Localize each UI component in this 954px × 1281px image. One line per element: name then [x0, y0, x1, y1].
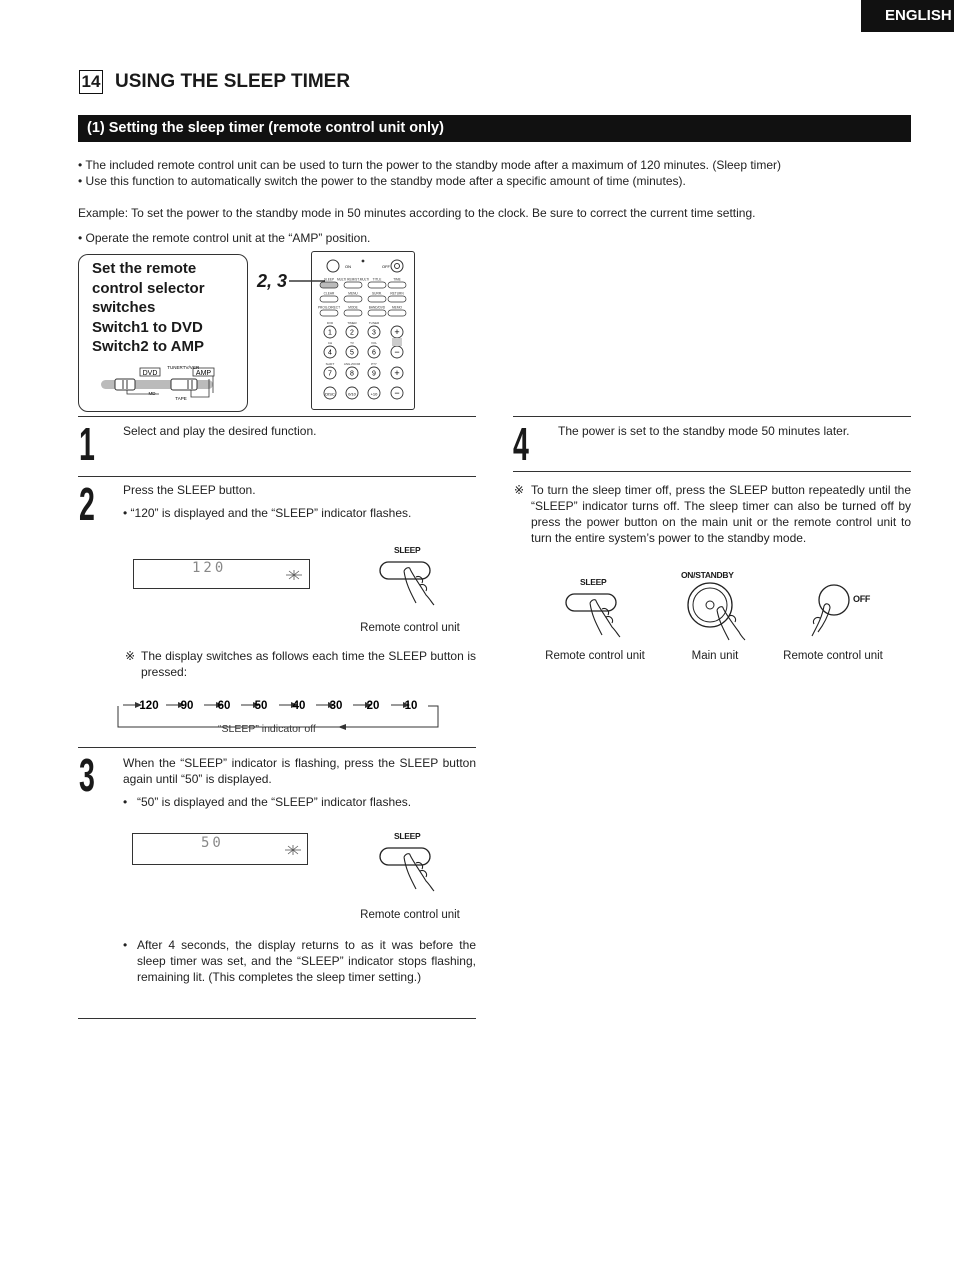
remote-key-caption: VOL [370, 341, 378, 345]
divider [78, 747, 476, 748]
sequence-value: 20 [366, 700, 380, 712]
remote-off-label: OFF [382, 264, 390, 269]
step-number: 4 [513, 418, 529, 470]
remote-key-label: 5 [350, 349, 354, 357]
remote-key-caption: CH [327, 341, 333, 345]
remote-button [388, 296, 406, 302]
caption-remote: Remote control unit [360, 622, 460, 634]
remote-key-caption: TUNER [368, 321, 380, 325]
remote-rocker-symbol: + [394, 327, 400, 337]
section-number: 14 [79, 70, 103, 94]
step2-note: The display switches as follows each time the SLEEP button is pressed: [141, 649, 476, 679]
caption-remote: Remote control unit [783, 650, 883, 662]
selector-line: switches [92, 299, 156, 316]
sleep-button-label: SLEEP [580, 577, 607, 587]
selector-line: Set the remote [92, 260, 197, 277]
caption-main-unit: Main unit [691, 650, 739, 662]
selector-line: control selector [92, 279, 205, 297]
remote-callout: 2, 3 [257, 271, 288, 291]
remote-button-label: CLEAR [323, 291, 335, 296]
divider [513, 471, 911, 472]
on-standby-label: ON/STANDBY [681, 570, 734, 580]
remote-button [320, 282, 338, 288]
caption-remote: Remote control unit [360, 909, 460, 921]
step4-text: The power is set to the standby mode 50 minutes later. [558, 424, 850, 438]
remote-key-label: DISC [325, 391, 335, 397]
hand-pressing-icon [376, 843, 442, 893]
off-label: OFF [853, 594, 871, 604]
remote-button [344, 296, 362, 302]
remote-key-label: 2 [350, 329, 354, 337]
selector-line: Switch2 to AMP [92, 338, 204, 355]
remote-button [368, 282, 386, 288]
remote-button-label: RETURN [390, 291, 404, 296]
sequence-value: 40 [292, 700, 306, 712]
display-value: 50 [201, 835, 224, 851]
sleep-button-illustration [376, 831, 442, 891]
step-number: 2 [79, 478, 95, 530]
remote-key-label: +10 [370, 391, 378, 397]
remote-button [344, 282, 362, 288]
remote-control-illustration [311, 251, 415, 410]
divider [78, 1018, 476, 1019]
divider [78, 476, 476, 477]
remote-rocker-symbol: − [394, 388, 400, 398]
hand-pressing-icon [376, 557, 442, 607]
remote-button [388, 282, 406, 288]
remote-key-caption: TV [350, 341, 354, 345]
remote-button-label: MEMO [392, 305, 402, 310]
display-panel [132, 833, 308, 865]
divider [78, 416, 476, 417]
note-mark: ※ [125, 649, 136, 663]
sequence-value: 30 [329, 700, 343, 712]
sleep-button-illustration [376, 545, 442, 605]
intro-bullet-1: • The included remote control unit can be used to turn the power to the standby mode after a maximum of 120 minutes. (Sleep timer) [78, 158, 782, 172]
remote-button-label: TITLE [372, 277, 382, 282]
main-unit-power-illustration [679, 568, 755, 648]
sleep-button-label: SLEEP [394, 545, 421, 555]
step2-text: Press the SLEEP button. [123, 483, 256, 497]
remote-key-caption: DVD [326, 321, 334, 325]
remote-button [320, 296, 338, 302]
remote-button [388, 310, 406, 316]
language-tab: ENGLISH [861, 0, 954, 32]
sleep-button-illustration [560, 577, 632, 641]
step3-bullet: “50” is displayed and the “SLEEP” indicator flashes. [137, 795, 412, 809]
remote-power-off-illustration [796, 578, 876, 640]
remote-key-label: 9 [372, 370, 376, 378]
remote-button-label: BAND/DVD [368, 305, 386, 310]
remote-button [320, 310, 338, 316]
remote-key-label: 1 [328, 329, 332, 337]
step2-bullet: • “120” is displayed and the “SLEEP” indicator flashes. [123, 506, 412, 520]
remote-rocker-symbol: − [394, 347, 400, 357]
section-title: USING THE SLEEP TIMER [115, 71, 351, 92]
sequence-value: 60 [217, 700, 231, 712]
operate-text: • Operate the remote control unit at the “AMP” position. [78, 231, 371, 245]
note-mark: ※ [514, 483, 525, 497]
remote-key-caption: TIMER [347, 321, 357, 325]
step4-note: To turn the sleep timer off, press the SLEEP button repeatedly until the “SLEEP” indicator turns off. The sleep timer can also be turned off by press the power button on the main unit or the remote control unit to turn the entire system’s power to the standby mode. [531, 483, 911, 545]
step-number: 1 [79, 418, 95, 470]
remote-rocker-symbol: + [394, 368, 400, 378]
remote-key-label: 6 [372, 349, 376, 357]
remote-button-label: PROG.DIRECT [317, 305, 341, 310]
remote-key-label: 0/10 [348, 391, 356, 397]
remote-button [368, 296, 386, 302]
remote-key-caption: SHIFT [325, 362, 335, 366]
off-button-icon [796, 578, 856, 640]
sequence-value: 120 [139, 700, 159, 712]
switch-tvvcr-label: TV/VCR [182, 365, 200, 370]
remote-key-caption: PTY [371, 362, 377, 366]
remote-button-label: MODE [348, 305, 358, 310]
caption-remote: Remote control unit [545, 650, 645, 662]
remote-button-label: MENU [348, 291, 358, 296]
sequence-value: 10 [404, 700, 418, 712]
remote-key-label: 4 [328, 349, 332, 357]
selector-switch-diagram [79, 363, 247, 409]
remote-button [344, 310, 362, 316]
switch-tuner-label: TUNER [167, 365, 183, 370]
remote-button [368, 310, 386, 316]
switch-dvd-label: DVD [142, 370, 158, 377]
sequence-value: 50 [254, 700, 268, 712]
hand-pressing-icon [560, 589, 632, 641]
indicator-off-label: “SLEEP” indicator off [218, 723, 316, 735]
step3-bullet-2: After 4 seconds, the display returns to as it was before the sleep timer was set, and the “SLEEP” indicator stops flashing, remaining lit. (This completes the sleep timer setting.) [137, 938, 476, 984]
example-text: Example: To set the power to the standby mode in 50 minutes according to the clock. Be sure to correct the current time setting. [78, 206, 756, 220]
remote-button-label: SLEEP [323, 277, 335, 282]
subsection-title: (1) Setting the sleep timer (remote control unit only) [78, 115, 911, 142]
switch-md-label: MD [148, 391, 156, 396]
remote-button-label: TIME [393, 277, 401, 282]
divider [513, 416, 911, 417]
sleep-indicator-icon [284, 569, 304, 581]
selector-instruction-box [78, 254, 248, 412]
remote-rocker-bar [392, 338, 402, 346]
remote-on-label: ON [345, 264, 351, 269]
selector-line: Switch1 to DVD [92, 318, 203, 336]
step1-text: Select and play the desired function. [123, 424, 317, 438]
remote-key-label: 7 [328, 370, 332, 378]
display-value: 120 [192, 560, 227, 576]
remote-key-caption: ANG.ZOOM [343, 362, 361, 366]
remote-button-label: SURR. [372, 291, 382, 296]
switch-amp-label: AMP [195, 370, 212, 377]
remote-button-label: MULTI REM/ST.MULTI [336, 277, 370, 282]
sleep-button-label: SLEEP [394, 831, 421, 841]
power-button-icon [679, 580, 755, 648]
remote-key-label: 3 [372, 329, 376, 337]
step3-text: When the “SLEEP” indicator is flashing, press the SLEEP button again until “50” is displayed. [123, 756, 476, 786]
step-number: 3 [79, 749, 95, 801]
intro-bullet-2: • Use this function to automatically switch the power to the standby mode after a specific amount of time (minutes). [78, 174, 686, 188]
sequence-value: 90 [180, 700, 194, 712]
switch-tape-label: TAPE [175, 396, 187, 401]
remote-key-label: 8 [350, 370, 354, 378]
display-panel [133, 559, 310, 589]
sleep-indicator-icon [283, 844, 303, 856]
